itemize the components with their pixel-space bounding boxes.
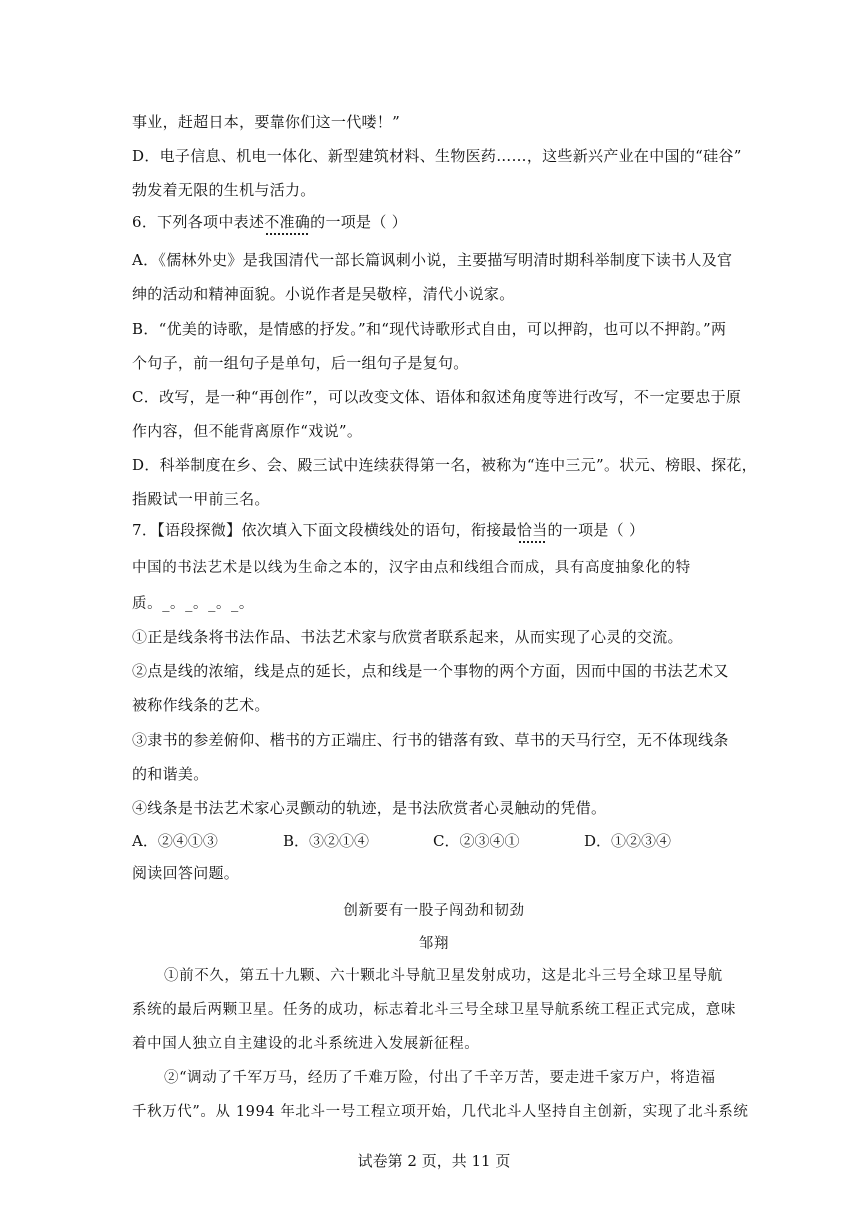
page-footer: 试卷第 2 页，共 11 页	[357, 1152, 511, 1170]
article-title: 创新要有一股子闯劲和韧劲	[343, 903, 525, 919]
choice-d: D．①②③④	[584, 832, 672, 850]
read-prompt: 阅读回答问题。	[132, 864, 240, 882]
question-7	[132, 520, 742, 540]
article-line: 千秋万代”。从 1994 年北斗一号工程立项开始，几代北斗人坚持自主创新，实现了北斗系统	[132, 1104, 749, 1120]
choice-c: C．②③④①	[433, 832, 520, 850]
text-line: 绅的活动和精神面貌。小说作者是吴敬梓，清代小说家。	[132, 285, 515, 303]
question-6-part: 6．下列各项中表述	[132, 213, 265, 231]
option-b-line: B．“优美的诗歌，是情感的抒发。”和“现代诗歌形式自由，可以押韵，也可以不押韵。”两	[132, 320, 727, 338]
choice-b: B．③②①④	[283, 832, 370, 850]
article-line: 着中国人独立自主建设的北斗系统进入发展新征程。	[132, 1036, 480, 1052]
question-7-part: 的一项是（ ）	[547, 521, 645, 539]
sentence-4: ④线条是书法艺术家心灵颤动的轨迹，是书法欣赏者心灵触动的凭借。	[132, 799, 607, 817]
sentence-1: ①正是线条将书法作品、书法艺术家与欣赏者联系起来，从而实现了心灵的交流。	[132, 628, 683, 646]
text-line: 指殿试一甲前三名。	[132, 490, 270, 508]
article-line: 系统的最后两颗卫星。任务的成功，标志着北斗三号全球卫星导航系统工程正式完成，意味	[132, 1002, 736, 1018]
article-author: 邹翔	[418, 936, 450, 952]
option-d-line: D．科举制度在乡、会、殿三试中连续获得第一名，被称为“连中三元”。状元、榜眼、探花，	[132, 456, 757, 474]
passage-blanks: 质。_。_。_。_。	[132, 596, 254, 612]
text-line: 事业，赶超日本，要靠你们这一代喽！”	[132, 113, 401, 131]
text-line: 作内容，但不能背离原作“戏说”。	[132, 422, 363, 440]
question-6	[132, 212, 742, 232]
text-line: 被称作线条的艺术。	[132, 696, 270, 714]
emphasis-text: 恰当	[516, 521, 548, 539]
article-line: ①前不久，第五十九颗、六十颗北斗导航卫星发射成功，这是北斗三号全球卫星导航	[164, 968, 723, 984]
sentence-2: ②点是线的浓缩，线是点的延长，点和线是一个事物的两个方面，因而中国的书法艺术又	[132, 662, 729, 680]
option-d-line: D．电子信息、机电一体化、新型建筑材料、生物医药……，这些新兴产业在中国的“硅谷”	[132, 147, 742, 165]
passage-line: 中国的书法艺术是以线为生命之本的，汉字由点和线组合而成，具有高度抽象化的特	[132, 560, 691, 576]
choice-a: A．②④①③	[132, 832, 218, 850]
sentence-3: ③隶书的参差俯仰、楷书的方正端庄、行书的错落有致、草书的天马行空，无不体现线条	[132, 731, 729, 749]
emphasis-text: 不准确	[264, 213, 311, 231]
article-line: ②“调动了千军万马，经历了千难万险，付出了千辛万苦，要走进千家万户，将造福	[164, 1070, 716, 1086]
question-6-part: 的一项是（ ）	[310, 213, 408, 231]
text-line: 个句子，前一组句子是单句，后一组句子是复句。	[132, 354, 469, 372]
option-c-line: C．改写，是一种“再创作”，可以改变文体、语体和叙述角度等进行改写，不一定要忠于原	[132, 388, 742, 406]
option-a-line: A．《儒林外史》是我国清代一部长篇讽刺小说，主要描写明清时期科举制度下读书人及官	[132, 251, 733, 269]
text-line: 勃发着无限的生机与活力。	[132, 181, 316, 199]
question-7-part: 7．【语段探微】依次填入下面文段横线处的语句，衔接最	[132, 521, 517, 539]
text-line: 的和谐美。	[132, 765, 209, 783]
